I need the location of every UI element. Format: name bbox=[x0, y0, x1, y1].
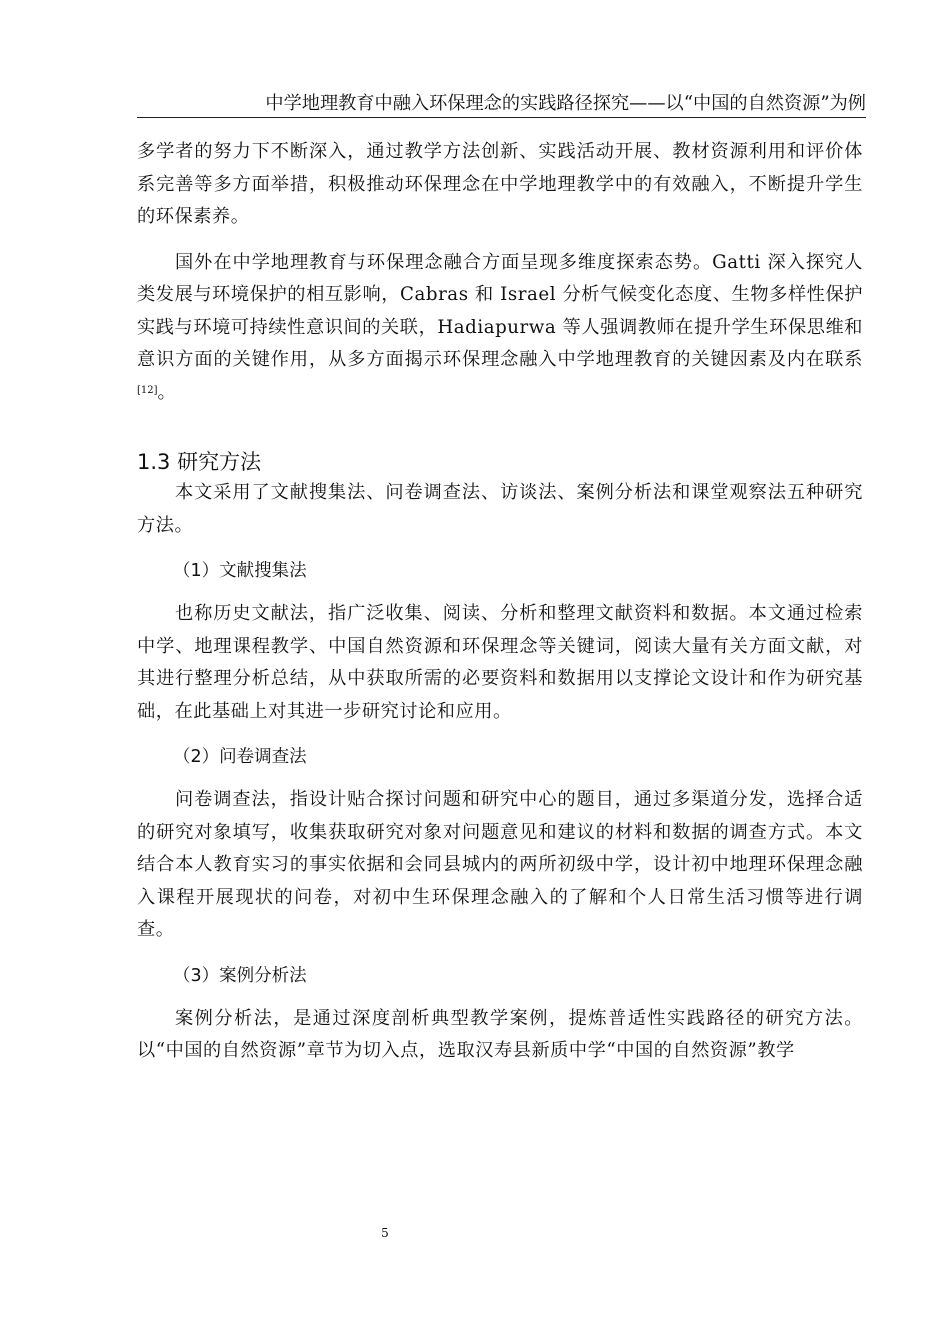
page-number: 5 bbox=[381, 1226, 389, 1240]
method-text-case-analysis: 案例分析法，是通过深度剖析典型教学案例，提炼普适性实践路径的研究方法。以“中国的自然资源”章节为切入点，选取汉寿县新质中学“中国的自然资源”教学 bbox=[137, 1007, 863, 1061]
paragraph-continued: 多学者的努力下不断深入，通过教学方法创新、实践活动开展、教材资源利用和评价体系完善等多方面举措，积极推动环保理念在中学地理教学中的有效融入，不断提升学生的环保素养。 bbox=[137, 141, 863, 227]
method-heading-literature: （1）文献搜集法 bbox=[173, 561, 307, 581]
method-text-questionnaire: 问卷调查法，指设计贴合探讨问题和研究中心的题目，通过多渠道分发，选择合适的研究对象填写，收集获取研究对象对问题意见和建议的材料和数据的调查方式。本文结合本人教育实习的事实依据和会同县城内的两所初级中学，设计初中地理环保理念融入课程开展现状的问卷，对初中生环保理念融入的了解和个人日常生活习惯等进行调查。 bbox=[137, 789, 863, 940]
method-heading-case-analysis: （3）案例分析法 bbox=[173, 965, 307, 986]
method-heading-questionnaire: （2）问卷调查法 bbox=[173, 747, 307, 767]
paragraph-foreign-research bbox=[137, 247, 863, 410]
citation-reference: [12] bbox=[137, 384, 158, 396]
paragraph-end-punctuation: 。 bbox=[157, 381, 177, 403]
paragraph-foreign-research-text: 国外在中学地理教育与环保理念融合方面呈现多维度探索态势。Gatti 深入探究人类发展与环境保护的相互影响，Cabras 和 Israel 分析气候变化态度、生物多样性保护实践与环境可持续性意识间的关联，Hadiapurwa 等人强调教师在提升学生环保思维和意识方面的关键作用，从多方面揭示环保理念融入中学地理教育的关键因素及内在联系 bbox=[137, 251, 863, 370]
page-body bbox=[137, 136, 863, 1068]
method-text-literature: 也称历史文献法，指广泛收集、阅读、分析和整理文献资料和数据。本文通过检索中学、地理课程教学、中国自然资源和环保理念等关键词，阅读大量有关方面文献，对其进行整理分析总结，从中获取所需的必要资料和数据用以支撑论文设计和作为研究基础，在此基础上对其进一步研究讨论和应用。 bbox=[137, 603, 863, 722]
section-heading: 1.3 研究方法 bbox=[137, 450, 262, 474]
section-intro: 本文采用了文献搜集法、问卷调查法、访谈法、案例分析法和课堂观察法五种研究方法。 bbox=[137, 482, 863, 536]
running-header: 中学地理教育中融入环保理念的实践路径探究——以“中国的自然资源”为例 bbox=[137, 91, 866, 118]
